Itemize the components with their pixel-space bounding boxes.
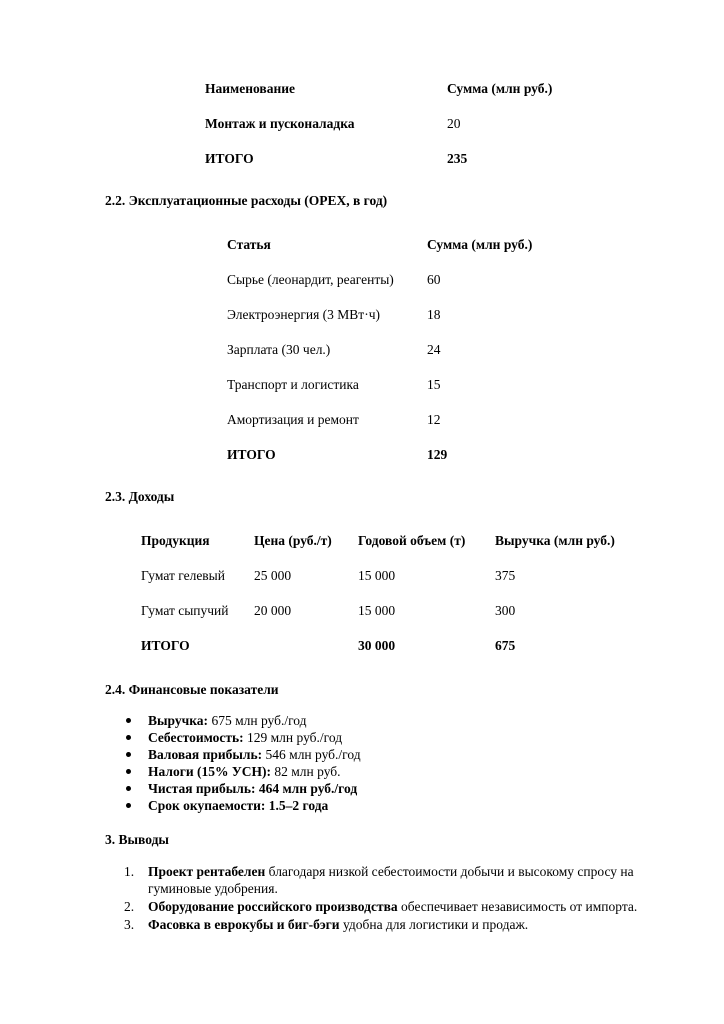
bullet-icon bbox=[126, 769, 131, 774]
item-number: 2. bbox=[124, 899, 135, 914]
item-number: 1. bbox=[124, 864, 135, 879]
list-item bbox=[148, 763, 361, 780]
opex-heading: 2.2. Эксплуатационные расходы (OPEX, в год) bbox=[105, 193, 388, 208]
item-value: 129 млн руб./год bbox=[243, 730, 343, 745]
capex-header-name: Наименование bbox=[205, 81, 295, 96]
item-value: 675 млн руб./год bbox=[208, 713, 307, 728]
item-text: обеспечивает независимость от импорта. bbox=[397, 899, 638, 914]
capex-row-sum: 20 bbox=[447, 116, 461, 131]
list-item bbox=[124, 916, 678, 933]
opex-header-sum: Сумма (млн руб.) bbox=[427, 237, 533, 252]
income-total-revenue: 675 bbox=[495, 638, 516, 653]
income-total-label: ИТОГО bbox=[141, 638, 190, 653]
list-item bbox=[148, 712, 361, 729]
list-item bbox=[148, 780, 361, 797]
capex-total-sum: 235 bbox=[447, 151, 468, 166]
income-cell: 15 000 bbox=[358, 568, 396, 583]
item-label: Себестоимость: bbox=[148, 730, 244, 745]
item-label: Налоги (15% УСН): bbox=[148, 764, 271, 779]
income-cell: 300 bbox=[495, 603, 516, 618]
capex-row-name: Монтаж и пусконаладка bbox=[205, 116, 355, 131]
item-value: 546 млн руб./год bbox=[262, 747, 361, 762]
item-value: 82 млн руб. bbox=[271, 764, 341, 779]
list-item bbox=[148, 729, 361, 746]
item-text: благодаря низкой себестоимости добычи и высокому спросу на гуминовые удобрения. bbox=[148, 864, 634, 896]
income-cell: Гумат сыпучий bbox=[141, 603, 229, 618]
bullet-icon bbox=[126, 735, 131, 740]
item-bold: Проект рентабелен bbox=[148, 864, 266, 879]
income-header-volume: Годовой объем (т) bbox=[358, 533, 466, 548]
income-heading: 2.3. Доходы bbox=[105, 489, 175, 504]
item-number: 3. bbox=[124, 917, 135, 932]
opex-row-sum: 12 bbox=[427, 412, 441, 427]
income-total-volume: 30 000 bbox=[358, 638, 396, 653]
income-header-product: Продукция bbox=[141, 533, 210, 548]
income-cell: 20 000 bbox=[254, 603, 292, 618]
opex-total-sum: 129 bbox=[427, 447, 448, 462]
opex-row-name: Электроэнергия (3 МВт·ч) bbox=[227, 307, 380, 322]
capex-total-label: ИТОГО bbox=[205, 151, 254, 166]
income-cell: 375 bbox=[495, 568, 516, 583]
income-header-revenue: Выручка (млн руб.) bbox=[495, 533, 615, 548]
bullet-icon bbox=[126, 803, 131, 808]
conclusions-heading: 3. Выводы bbox=[105, 832, 169, 847]
list-item bbox=[148, 746, 361, 763]
item-label: Срок окупаемости: 1.5–2 года bbox=[148, 798, 329, 813]
income-cell: Гумат гелевый bbox=[141, 568, 225, 583]
item-bold: Оборудование российского производства bbox=[148, 899, 398, 914]
opex-row-name: Транспорт и логистика bbox=[227, 377, 359, 392]
bullet-icon bbox=[126, 752, 131, 757]
income-header-price: Цена (руб./т) bbox=[254, 533, 332, 548]
financial-list bbox=[148, 712, 361, 814]
opex-row-sum: 60 bbox=[427, 272, 441, 287]
bullet-icon bbox=[126, 786, 131, 791]
opex-header-item: Статья bbox=[227, 237, 271, 252]
opex-row-name: Зарплата (30 чел.) bbox=[227, 342, 331, 357]
opex-row-name: Амортизация и ремонт bbox=[227, 412, 359, 427]
opex-row-sum: 18 bbox=[427, 307, 441, 322]
opex-row-name: Сырье (леонардит, реагенты) bbox=[227, 272, 394, 287]
item-label: Чистая прибыль: 464 млн руб./год bbox=[148, 781, 358, 796]
item-bold: Фасовка в еврокубы и биг-бэги bbox=[148, 917, 340, 932]
income-cell: 25 000 bbox=[254, 568, 292, 583]
financial-heading: 2.4. Финансовые показатели bbox=[105, 682, 279, 697]
list-item bbox=[124, 898, 678, 915]
list-item bbox=[124, 863, 678, 897]
bullet-icon bbox=[126, 718, 131, 723]
capex-header-sum: Сумма (млн руб.) bbox=[447, 81, 553, 96]
opex-row-sum: 24 bbox=[427, 342, 441, 357]
item-text: удобна для логистики и продаж. bbox=[339, 917, 529, 932]
item-label: Валовая прибыль: bbox=[148, 747, 263, 762]
income-cell: 15 000 bbox=[358, 603, 396, 618]
opex-row-sum: 15 bbox=[427, 377, 441, 392]
conclusions-list bbox=[124, 863, 678, 934]
list-item bbox=[148, 797, 361, 814]
item-label: Выручка: bbox=[148, 713, 209, 728]
opex-total-label: ИТОГО bbox=[227, 447, 276, 462]
